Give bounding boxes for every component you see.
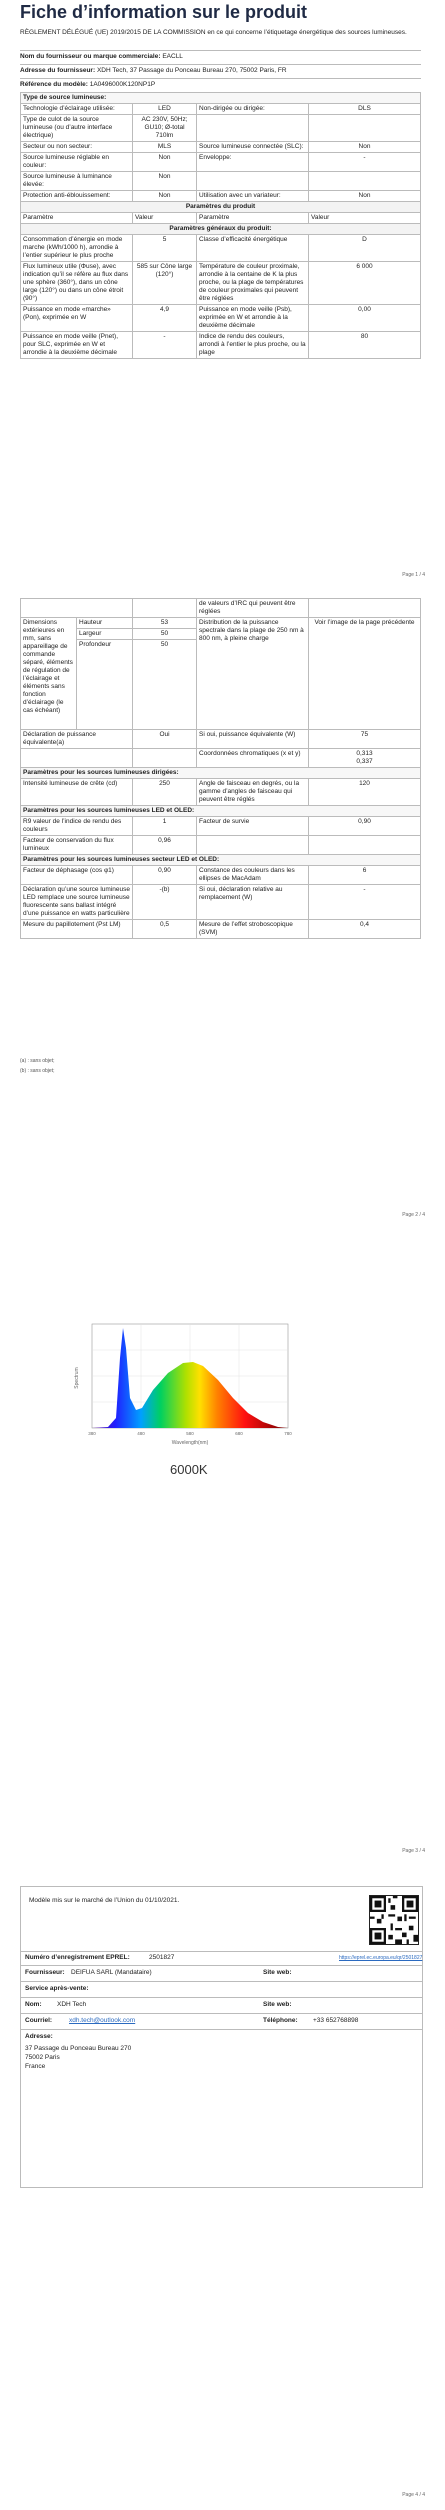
table-cell: - (133, 332, 197, 359)
table-row (21, 191, 421, 202)
table-cell: 4,9 (133, 305, 197, 332)
table-cell: Utilisation avec un variateur: (197, 191, 309, 202)
table-cell: Secteur ou non secteur: (21, 142, 133, 153)
table-cell: Flux lumineux utile (Φuse), avec indication qu’il se réfère au flux dans une sphère (360°), dans un cône large (120°) ou dans un cône étroit (90°) (21, 262, 133, 305)
page-2 (0, 590, 445, 1230)
chroma-value: 0,313 0,337 (309, 749, 421, 768)
replace-if-label: Si oui, déclaration relative au remplacement (W) (197, 885, 309, 920)
regulation-subtitle: RÈGLEMENT DÉLÉGUÉ (UE) 2019/2015 DE LA COMMISSION en ce qui concerne l’étiquetage énergétique des sources lumineuses. (20, 29, 407, 36)
x-axis-label: Wavelength(nm) (171, 1440, 209, 1446)
divider (21, 1951, 422, 1952)
market-date-text: Modèle mis sur le marché de l’Union du 01/10/2021. (29, 1897, 180, 1904)
divider (21, 2013, 422, 2014)
footnote-a: (a) : sans objet; (20, 1058, 55, 1064)
supplier-address-label: Adresse du fournisseur: (20, 67, 96, 74)
equiv-power-label: Si oui, puissance équivalente (W) (197, 730, 309, 749)
eprel-value: 2501827 (149, 1954, 175, 1961)
page-number: Page 2 / 4 (402, 1212, 425, 1218)
type-table (20, 92, 421, 359)
type-section-heading: Type de source lumineuse: (21, 93, 421, 104)
maint-value: 0,96 (133, 836, 197, 855)
x-tick-label: 480 (137, 1431, 145, 1436)
table-cell (133, 749, 197, 768)
table-row (21, 332, 421, 359)
eprel-link[interactable]: https://eprel.ec.europa.eu/qr/2501827 (339, 1955, 423, 1961)
phone-value: +33 652768898 (313, 2017, 359, 2024)
table-cell (21, 599, 133, 618)
table-row (21, 618, 421, 629)
model-ref-label: Référence du modèle: (20, 81, 88, 88)
macadam-value: 6 (309, 866, 421, 885)
dim-depth-label: Profondeur (77, 640, 133, 730)
table-cell: Source lumineuse à luminance élevée: (21, 172, 133, 191)
table-cell: MLS (133, 142, 197, 153)
cosphi-value: 0,90 (133, 866, 197, 885)
table-row (21, 779, 421, 806)
footnote-b: (b) : sans objet; (20, 1068, 55, 1074)
table-cell: Type de culot de la source lumineuse (ou d’autre interface électrique) (21, 115, 133, 142)
table-cell: Enveloppe: (197, 153, 309, 172)
table-row (21, 920, 421, 939)
table-row (21, 115, 421, 142)
chroma-label: Coordonnées chromatiques (x et y) (197, 749, 309, 768)
model-ref-value: 1A0496000K120NP1P (89, 81, 156, 88)
table-cell: D (309, 235, 421, 262)
after-sales-heading: Service après-vente: (25, 1985, 89, 1992)
email-label: Courriel: (25, 2017, 53, 2024)
replace-label: Déclaration qu’une source lumineuse LED remplace une source lumineuse fluorescente sans ballast intégré d’une puissance en watts particulière (21, 885, 133, 920)
led-section: Paramètres pour les sources lumineuses LED et OLED: (21, 806, 421, 817)
table-cell: DLS (309, 104, 421, 115)
divider (21, 1981, 422, 1982)
table-cell: AC 230V, 50Hz; GU10; Ø-total 710lm (133, 115, 197, 142)
divider (21, 2029, 422, 2030)
supplier-name-value: EACLL (162, 53, 183, 60)
table-row (21, 153, 421, 172)
page-number: Page 4 / 4 (402, 2492, 425, 2498)
table-cell (309, 172, 421, 191)
color-temp-caption: 6000K (170, 1462, 208, 1477)
phone-label: Téléphone: (263, 2017, 298, 2024)
x-tick-label: 380 (88, 1431, 96, 1436)
table-cell: Puissance en mode «marche» (Pon), exprimée en W (21, 305, 133, 332)
table-cell (309, 115, 421, 142)
table-row (21, 235, 421, 262)
table-row (21, 749, 421, 768)
flicker-label: Mesure du papillotement (Pst LM) (21, 920, 133, 939)
column-header: Paramètre (21, 213, 133, 224)
table-row (21, 599, 421, 618)
x-tick-label: 580 (186, 1431, 194, 1436)
table-cell: Classe d’efficacité énergétique (197, 235, 309, 262)
spectral-value: Voir l’image de la page précédente (309, 618, 421, 730)
table-row (21, 262, 421, 305)
spectral-cont-cell: de valeurs d’IRC qui peuvent être réglées (197, 599, 309, 618)
table-cell: Non-dirigée ou dirigée: (197, 104, 309, 115)
table-cell: Source lumineuse connectée (SLC): (197, 142, 309, 153)
address-line: 37 Passage du Ponceau Bureau 270 (25, 2045, 132, 2052)
table-cell: 6 000 (309, 262, 421, 305)
table-cell (309, 599, 421, 618)
beam-value: 120 (309, 779, 421, 806)
x-tick-label: 680 (235, 1431, 243, 1436)
table-cell: Non (309, 191, 421, 202)
spectral-label: Distribution de la puissance spectrale dans la plage de 250 nm à 800 nm, à pleine charge (197, 618, 309, 730)
table-row (21, 817, 421, 836)
column-header: Valeur (133, 213, 197, 224)
dim-width-value: 50 (133, 629, 197, 640)
params-table-continued (20, 598, 421, 939)
table-cell: Non (133, 191, 197, 202)
page-4 (0, 1870, 445, 2510)
r9-value: 1 (133, 817, 197, 836)
table-row (21, 142, 421, 153)
table-cell: Source lumineuse réglable en couleur: (21, 153, 133, 172)
table-row (21, 885, 421, 920)
table-row (21, 305, 421, 332)
dim-depth-value: 50 (133, 640, 197, 730)
peak-label: Intensité lumineuse de crête (cd) (21, 779, 133, 806)
dim-height-label: Hauteur (77, 618, 133, 629)
supplier-address-row (20, 64, 421, 76)
equiv-power-value: 75 (309, 730, 421, 749)
page-title: Fiche d’information sur le produit (20, 2, 308, 22)
website-label: Site web: (263, 1969, 292, 1976)
divider (21, 1997, 422, 1998)
x-tick-label: 780 (284, 1431, 292, 1436)
dim-width-label: Largeur (77, 629, 133, 640)
address-line: France (25, 2063, 46, 2070)
dim-height-value: 53 (133, 618, 197, 629)
table-cell: LED (133, 104, 197, 115)
y-axis-label: Spectrum (74, 1367, 80, 1389)
table-cell: 585 sur Cône large (120°) (133, 262, 197, 305)
spectrum-chart (68, 1318, 298, 1448)
survival-label: Facteur de survie (197, 817, 309, 836)
table-cell: Non (133, 172, 197, 191)
table-cell: Protection anti-éblouissement: (21, 191, 133, 202)
table-cell (309, 836, 421, 855)
table-cell (21, 749, 133, 768)
email-link[interactable]: xdh.tech@outlook.com (69, 2017, 136, 2024)
peak-value: 250 (133, 779, 197, 806)
table-cell: Indice de rendu des couleurs, arrondi à l’entier le plus proche, ou la plage (197, 332, 309, 359)
table-cell: - (309, 153, 421, 172)
page-number: Page 3 / 4 (402, 1848, 425, 1854)
strobo-value: 0,4 (309, 920, 421, 939)
table-cell (133, 599, 197, 618)
directional-section: Paramètres pour les sources lumineuses dirigées: (21, 768, 421, 779)
name-label: Nom: (25, 2001, 42, 2008)
name-value: XDH Tech (57, 2001, 87, 2008)
supplier-name-label: Nom du fournisseur ou marque commerciale: (20, 53, 161, 60)
table-cell (197, 172, 309, 191)
table-cell: Puissance en mode veille (Pnet), pour SLC, exprimée en W et arrondie à la deuxième décimale (21, 332, 133, 359)
address-label: Adresse: (25, 2033, 53, 2040)
table-cell: Consommation d’énergie en mode marche (kWh/1000 h), arrondie à l’entier supérieur le plus proche (21, 235, 133, 262)
table-cell: Température de couleur proximale, arrondie à la centaine de K la plus proche, ou la plage de températures de couleur proximales qui peuvent être réglées (197, 262, 309, 305)
page-3 (0, 1230, 445, 1870)
supplier-value: DEIFUA SARL (Mandataire) (71, 1969, 152, 1976)
column-header: Valeur (309, 213, 421, 224)
table-cell: Non (309, 142, 421, 153)
page-1 (0, 0, 445, 590)
survival-value: 0,90 (309, 817, 421, 836)
supplier-label: Fournisseur: (25, 1969, 65, 1976)
divider (21, 1965, 422, 1966)
table-cell: Non (133, 153, 197, 172)
column-header-row (21, 213, 421, 224)
equiv-label: Déclaration de puissance équivalente(a) (21, 730, 133, 749)
table-row (21, 836, 421, 855)
general-params-heading: Paramètres généraux du produit: (21, 224, 421, 235)
registration-box (20, 1886, 423, 2188)
page-number: Page 1 / 4 (402, 572, 425, 578)
table-row (21, 104, 421, 115)
replace-if-value: - (309, 885, 421, 920)
strobo-label: Mesure de l’effet stroboscopique (SVM) (197, 920, 309, 939)
flicker-value: 0,5 (133, 920, 197, 939)
beam-label: Angle de faisceau en degrés, ou la gamme d’angles de faisceau qui peuvent être réglés (197, 779, 309, 806)
r9-label: R9 valeur de l’indice de rendu des couleurs (21, 817, 133, 836)
column-header: Paramètre (197, 213, 309, 224)
product-params-heading: Paramètres du produit (21, 202, 421, 213)
dims-label: Dimensions extérieures en mm, sans appareillage de commande séparé, éléments de régulation de l’éclairage et éléments sans fonction d’éclairage (le cas échéant) (21, 618, 77, 730)
mls-section: Paramètres pour les sources lumineuses secteur LED et OLED: (21, 855, 421, 866)
cosphi-label: Facteur de déphasage (cos φ1) (21, 866, 133, 885)
table-row (21, 866, 421, 885)
table-row (21, 172, 421, 191)
table-cell: 5 (133, 235, 197, 262)
table-row (21, 730, 421, 749)
supplier-address-value: XDH Tech, 37 Passage du Ponceau Bureau 270, 75002 Paris, FR (96, 67, 287, 74)
table-cell (197, 115, 309, 142)
maint-label: Facteur de conservation du flux lumineux (21, 836, 133, 855)
table-cell: Puissance en mode veille (Psb), exprimée en W et arrondie à la deuxième décimale (197, 305, 309, 332)
macadam-label: Constance des couleurs dans les ellipses de MacAdam (197, 866, 309, 885)
website2-label: Site web: (263, 2001, 292, 2008)
table-cell: 80 (309, 332, 421, 359)
equiv-value: Oui (133, 730, 197, 749)
table-cell: Technologie d’éclairage utilisée: (21, 104, 133, 115)
table-cell: 0,00 (309, 305, 421, 332)
qr-code-icon (369, 1895, 419, 1945)
address-line: 75002 Paris (25, 2054, 60, 2061)
table-cell (197, 836, 309, 855)
replace-value: -(b) (133, 885, 197, 920)
eprel-label: Numéro d’enregistrement EPREL: (25, 1954, 130, 1961)
supplier-name-row (20, 50, 421, 62)
model-ref-row (20, 78, 421, 90)
